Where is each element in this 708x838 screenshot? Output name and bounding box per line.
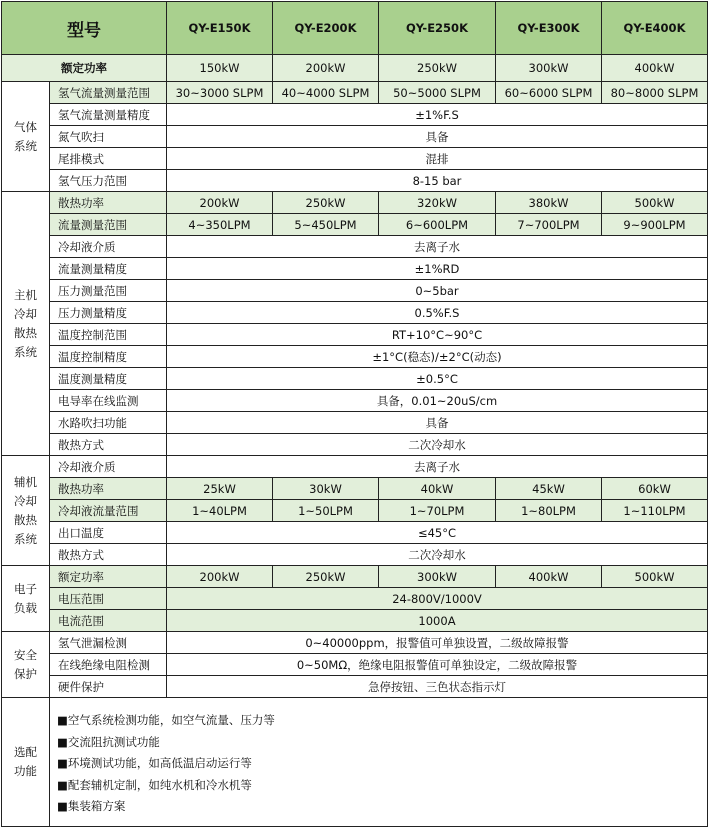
section-load-label: [2, 566, 50, 632]
row-label: 散热功率: [50, 478, 167, 500]
cell-value: 500kW: [602, 192, 708, 214]
option-item: ■环境测试功能，如高低温启动运行等: [57, 756, 252, 770]
cell-value: 1~80LPM: [496, 500, 602, 522]
section-label-text: 气体 系统: [14, 119, 37, 153]
section-safety-label: [2, 632, 50, 698]
cell-value: 具备: [167, 412, 708, 434]
cell-value: 45kW: [496, 478, 602, 500]
table-row: [2, 610, 708, 632]
cell-value: 去离子水: [167, 456, 708, 478]
cell-value: 30~3000 SLPM: [167, 82, 273, 104]
table-row: [2, 632, 708, 654]
rated-power-row: [2, 55, 708, 82]
cell-value: 具备: [167, 126, 708, 148]
model-1: QY-E150K: [167, 2, 273, 55]
cell-value: 5~450LPM: [273, 214, 379, 236]
cell-value: 二次冷却水: [167, 544, 708, 566]
cell-value: 急停按钮、三色状态指示灯: [167, 676, 708, 698]
row-label: 散热功率: [50, 192, 167, 214]
rated-power-value: 300kW: [496, 55, 602, 82]
cell-value: ±1%F.S: [167, 104, 708, 126]
option-item: ■配套辅机定制，如纯水机和冷水机等: [57, 777, 252, 792]
row-label: 氢气流量测量范围: [50, 82, 167, 104]
cell-value: 400kW: [496, 566, 602, 588]
cell-value: 7~700LPM: [496, 214, 602, 236]
table-row: [2, 346, 708, 368]
cell-value: 1~110LPM: [602, 500, 708, 522]
cell-value: 250kW: [273, 192, 379, 214]
cell-value: 500kW: [602, 566, 708, 588]
section-main-cooling-label: [2, 192, 50, 456]
cell-value: 60kW: [602, 478, 708, 500]
cell-value: 8-15 bar: [167, 170, 708, 192]
row-label: 额定功率: [50, 566, 167, 588]
cell-value: 4~350LPM: [167, 214, 273, 236]
table-row: [2, 390, 708, 412]
table-row: [2, 214, 708, 236]
row-label: 氢气压力范围: [50, 170, 167, 192]
cell-value: 60~6000 SLPM: [496, 82, 602, 104]
cell-value: 320kW: [379, 192, 496, 214]
table-row: [2, 654, 708, 676]
row-label: 冷却液介质: [50, 236, 167, 258]
row-label: 在线绝缘电阻检测: [50, 654, 167, 676]
cell-value: 250kW: [273, 566, 379, 588]
model-2: QY-E200K: [273, 2, 379, 55]
cell-value: 300kW: [379, 566, 496, 588]
cell-value: 去离子水: [167, 236, 708, 258]
row-label: 流量测量范围: [50, 214, 167, 236]
cell-value: 9~900LPM: [602, 214, 708, 236]
table-row: [2, 412, 708, 434]
table-row: [2, 522, 708, 544]
table-row: [2, 368, 708, 390]
section-label-text: 辅机 冷却 散热 系统: [14, 474, 37, 546]
cell-value: 0~50MΩ，绝缘电阻报警值可单独设定，二级故障报警: [167, 654, 708, 676]
option-item: ■空气系统检测功能，如空气流量、压力等: [57, 713, 275, 727]
spec-table: [1, 1, 708, 827]
table-row: [2, 588, 708, 610]
section-label-text: 电子 负载: [14, 581, 37, 615]
cell-value: 混排: [167, 148, 708, 170]
cell-value: 25kW: [167, 478, 273, 500]
table-row: [2, 170, 708, 192]
row-label: 水路吹扫功能: [50, 412, 167, 434]
row-label: 压力测量范围: [50, 280, 167, 302]
cell-value: 24-800V/1000V: [167, 588, 708, 610]
cell-value: 50~5000 SLPM: [379, 82, 496, 104]
table-row: [2, 258, 708, 280]
section-label-text: 安全 保护: [14, 647, 37, 681]
row-label: 氢气流量测量精度: [50, 104, 167, 126]
rated-power-value: 200kW: [273, 55, 379, 82]
cell-value: 80~8000 SLPM: [602, 82, 708, 104]
options-list: [50, 698, 708, 827]
rated-power-label: 额定功率: [2, 55, 167, 82]
row-label: 流量测量精度: [50, 258, 167, 280]
cell-value: 6~600LPM: [379, 214, 496, 236]
row-label: 散热方式: [50, 544, 167, 566]
section-options-label: [2, 698, 50, 827]
table-row: [2, 192, 708, 214]
model-5: QY-E400K: [602, 2, 708, 55]
row-label: 温度测量精度: [50, 368, 167, 390]
rated-power-value: 250kW: [379, 55, 496, 82]
table-row: [2, 148, 708, 170]
row-label: 出口温度: [50, 522, 167, 544]
table-row: [2, 676, 708, 698]
cell-value: 200kW: [167, 192, 273, 214]
table-row: [2, 236, 708, 258]
option-item: ■集装箱方案: [57, 799, 126, 813]
cell-value: 1000A: [167, 610, 708, 632]
cell-value: 1~50LPM: [273, 500, 379, 522]
table-row: [2, 82, 708, 104]
table-row: [2, 104, 708, 126]
table-row: [2, 544, 708, 566]
cell-value: 1~40LPM: [167, 500, 273, 522]
cell-value: 380kW: [496, 192, 602, 214]
cell-value: 0~40000ppm，报警值可单独设置，二级故障报警: [167, 632, 708, 654]
row-label: 氢气泄漏检测: [50, 632, 167, 654]
cell-value: 二次冷却水: [167, 434, 708, 456]
row-label: 氮气吹扫: [50, 126, 167, 148]
cell-value: 0.5%F.S: [167, 302, 708, 324]
cell-value: ≤45°C: [167, 522, 708, 544]
table-row: [2, 566, 708, 588]
section-gas-label: [2, 82, 50, 192]
table-row: [2, 478, 708, 500]
row-label: 尾排模式: [50, 148, 167, 170]
cell-value: 30kW: [273, 478, 379, 500]
header-row: [2, 2, 708, 55]
section-aux-cooling-label: [2, 456, 50, 566]
table-row: [2, 434, 708, 456]
row-label: 电流范围: [50, 610, 167, 632]
cell-value: 具备，0.01~20uS/cm: [167, 390, 708, 412]
model-4: QY-E300K: [496, 2, 602, 55]
section-label-text: 选配 功能: [14, 745, 37, 778]
model-label: 型号: [2, 2, 167, 55]
table-row: [2, 302, 708, 324]
row-label: 电压范围: [50, 588, 167, 610]
row-label: 冷却液流量范围: [50, 500, 167, 522]
row-label: 电导率在线监测: [50, 390, 167, 412]
table-row: [2, 456, 708, 478]
row-label: 散热方式: [50, 434, 167, 456]
rated-power-value: 400kW: [602, 55, 708, 82]
row-label: 冷却液介质: [50, 456, 167, 478]
option-item: ■交流阻抗测试功能: [57, 734, 160, 749]
row-label: 压力测量精度: [50, 302, 167, 324]
row-label: 硬件保护: [50, 676, 167, 698]
cell-value: 0~5bar: [167, 280, 708, 302]
table-row: [2, 126, 708, 148]
cell-value: 40~4000 SLPM: [273, 82, 379, 104]
cell-value: 200kW: [167, 566, 273, 588]
cell-value: 40kW: [379, 478, 496, 500]
row-label: 温度控制精度: [50, 346, 167, 368]
section-label-text: 主机 冷却 散热 系统: [14, 287, 37, 359]
cell-value: ±0.5°C: [167, 368, 708, 390]
rated-power-value: 150kW: [167, 55, 273, 82]
cell-value: ±1%RD: [167, 258, 708, 280]
model-3: QY-E250K: [379, 2, 496, 55]
cell-value: ±1°C(稳态)/±2°C(动态): [167, 346, 708, 368]
table-row: [2, 698, 708, 827]
cell-value: RT+10°C~90°C: [167, 324, 708, 346]
row-label: 温度控制范围: [50, 324, 167, 346]
table-row: [2, 280, 708, 302]
table-row: [2, 500, 708, 522]
table-row: [2, 324, 708, 346]
cell-value: 1~70LPM: [379, 500, 496, 522]
